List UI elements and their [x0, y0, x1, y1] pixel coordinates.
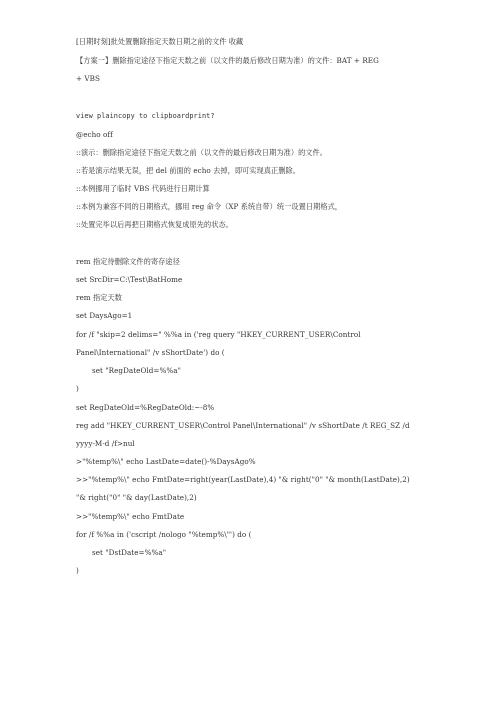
- code-line: set SrcDir=C:\Test\BatHome: [76, 275, 183, 284]
- code-comment: ::本例为兼容不同的日期格式，挪用 reg 命令（XP 系统自带）统一设置日期格式，: [76, 202, 343, 211]
- code-line: ): [76, 384, 79, 393]
- code-line: ): [76, 566, 79, 575]
- code-comment: ::演示：删除指定途径下指定天数之前（以文件的最后修改日期为准）的文件。: [76, 148, 328, 157]
- code-line: yyyy-M-d /f>nul: [76, 439, 135, 448]
- code-comment: ::若是演示结果无误，把 del 前面的 echo 去掉，即可实现真正删除。: [76, 166, 300, 175]
- code-line: reg add "HKEY_CURRENT_USER\Control Panel\International" /v sShortDate /t REG_SZ /d: [76, 421, 410, 430]
- code-line: rem 指定待删除文件的寄存途径: [76, 257, 180, 266]
- code-line: >"%temp%\" echo LastDate=date()-%DaysAgo%: [76, 457, 256, 466]
- code-comment: ::本例挪用了临时 VBS 代码进行日期计算: [76, 184, 210, 193]
- code-line: set "RegDateOld=%%a": [92, 366, 181, 375]
- code-line: >>"%temp%\" echo FmtDate=right(year(LastDate),4) "& right("0" "& month(LastDate),2): [76, 475, 410, 484]
- code-line: rem 指定天数: [76, 293, 122, 302]
- code-line: for /f %%a in ('cscript /nologo "%temp%\"') do (: [76, 530, 252, 539]
- code-line: @echo off: [76, 130, 113, 139]
- code-line: Panel\International" /v sShortDate') do (: [76, 348, 225, 357]
- view-plain-link[interactable]: view plaincopy to clipboardprint?: [76, 112, 215, 120]
- code-line: for /f "skip=2 delims=" %%a in ('reg query "HKEY_CURRENT_USER\Control: [76, 330, 361, 339]
- doc-title: [日期时刻]批处置删除指定天数日期之前的文件 收藏: [76, 37, 244, 46]
- code-line: >>"%temp%\" echo FmtDate: [76, 512, 185, 521]
- scheme-heading-line1: 【方案一】删除指定途径下指定天数之前（以文件的最后修改日期为准）的文件：BAT + REG: [76, 56, 379, 65]
- code-line: set RegDateOld=%RegDateOld:~-8%: [76, 403, 215, 412]
- code-line: "& right("0" "& day(LastDate),2): [76, 493, 197, 502]
- code-comment: ::处置完毕以后再把日期格式恢复成原先的状态。: [76, 220, 233, 229]
- scheme-heading-line2: + VBS: [76, 74, 100, 83]
- code-line: set "DstDate=%%a": [92, 548, 167, 557]
- code-line: set DaysAgo=1: [76, 311, 133, 320]
